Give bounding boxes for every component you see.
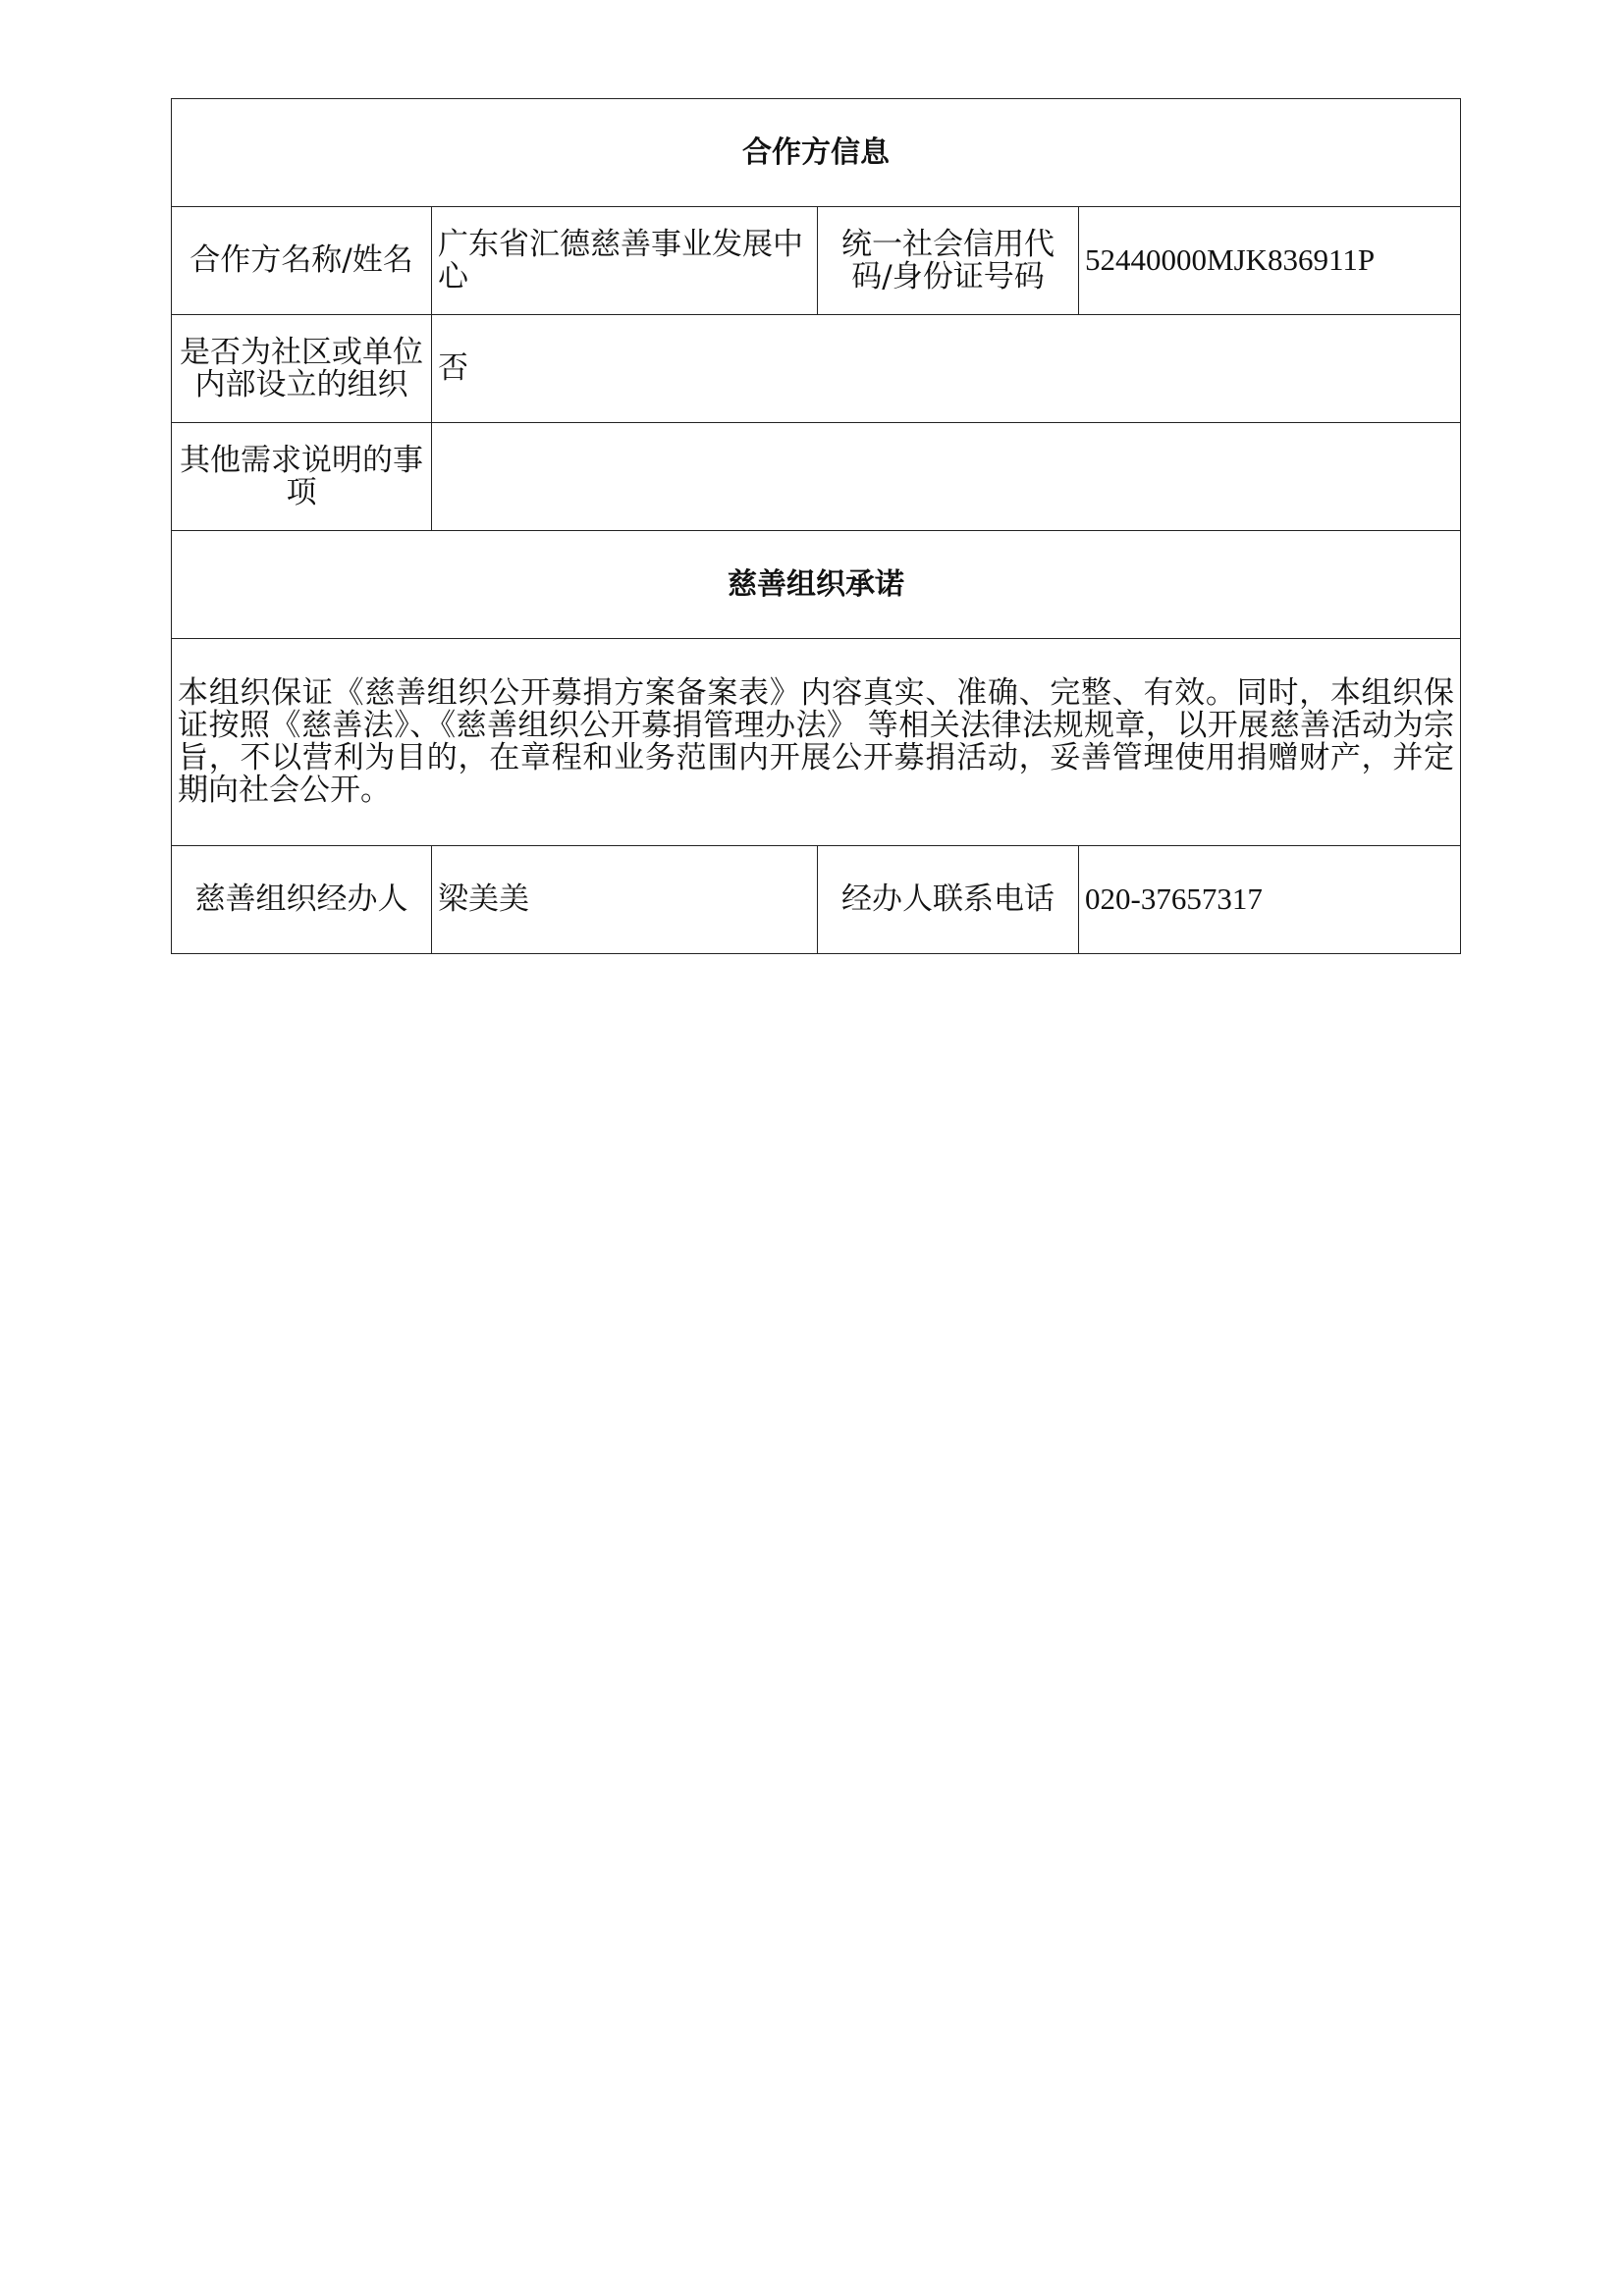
partner-name-label: 合作方名称/姓名 [172, 207, 432, 315]
partner-section-title: 合作方信息 [172, 99, 1461, 207]
partner-name-value: 广东省汇德慈善事业发展中心 [432, 207, 818, 315]
community-org-row [172, 315, 1461, 423]
other-notes-row [172, 423, 1461, 531]
pledge-section-title: 慈善组织承诺 [172, 531, 1461, 639]
other-notes-label: 其他需求说明的事项 [172, 423, 432, 531]
partner-name-row [172, 207, 1461, 315]
handler-label: 慈善组织经办人 [172, 846, 432, 954]
pledge-text-row [172, 639, 1461, 846]
partner-info-table [171, 98, 1461, 954]
phone-label: 经办人联系电话 [818, 846, 1079, 954]
phone-value: 020-37657317 [1079, 846, 1461, 954]
community-org-label: 是否为社区或单位内部设立的组织 [172, 315, 432, 423]
handler-value: 梁美美 [432, 846, 818, 954]
credit-code-label: 统一社会信用代码/身份证号码 [818, 207, 1079, 315]
other-notes-value [432, 423, 1461, 531]
credit-code-value: 52440000MJK836911P [1079, 207, 1461, 315]
handler-row [172, 846, 1461, 954]
partner-section-header-row [172, 99, 1461, 207]
pledge-section-header-row [172, 531, 1461, 639]
community-org-value: 否 [432, 315, 1461, 423]
pledge-text: 本组织保证《慈善组织公开募捐方案备案表》内容真实、准确、完整、有效。同时，本组织保证按照《慈善法》、《慈善组织公开募捐管理办法》 等相关法律法规规章，以开展慈善活动为宗旨，不以营利为目的，在章程和业务范围内开展公开募捐活动，妥善管理使用捐赠财产，并定期向社会公开。 [172, 639, 1461, 846]
